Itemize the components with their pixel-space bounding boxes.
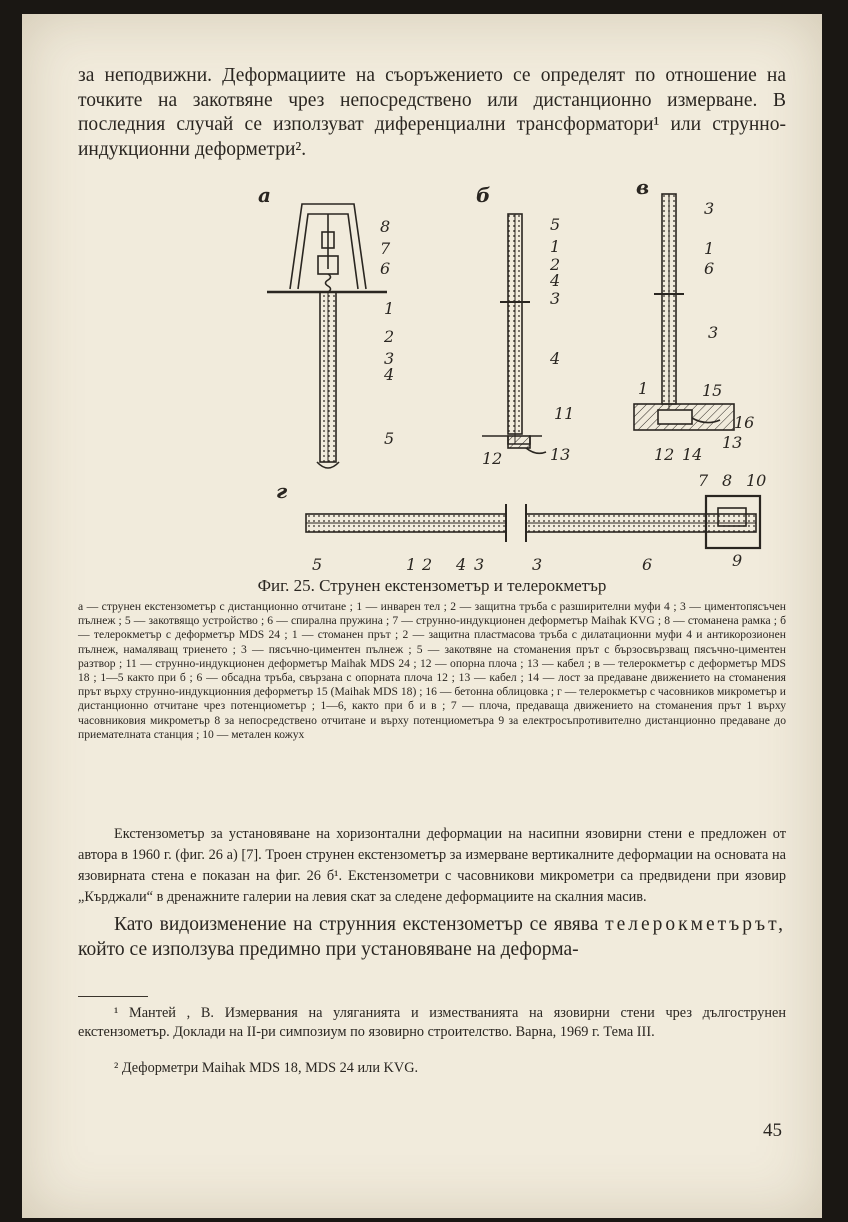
page-number: 45 [763,1120,782,1141]
callout-a-8: 8 [380,217,391,236]
callout-a-4: 4 [384,365,395,384]
callout-a-7: 7 [380,239,391,258]
callout-g-4: 4 [456,555,467,574]
footnote-2: ² Деформетри Maihak MDS 18, MDS 24 или KVG. [114,1060,419,1076]
callout-a-3: 3 [384,349,395,368]
callout-g-3b: 3 [532,555,543,574]
panel-label-a: а [258,183,271,207]
callout-g-10: 10 [746,471,767,490]
panel-a-drawing [267,204,387,468]
callout-v-1: 1 [704,239,715,258]
term-telerokmetar: телерокметърът, [605,914,786,935]
callout-a-5: 5 [384,429,395,448]
callout-g-3: 3 [474,555,485,574]
callout-v-16: 16 [734,413,755,432]
callout-v-12: 12 [654,445,675,464]
callout-b-1: 1 [550,237,561,256]
callout-g-7: 7 [698,471,709,490]
paragraph-bottom-end: който се използува предимно при установяване на деформа- [78,939,579,960]
callout-g-1: 1 [406,555,417,574]
paragraph-bottom [78,912,786,962]
callout-v-1b: 1 [638,379,649,398]
callout-v-3b: 3 [708,323,719,342]
figure-caption-body: а — струнен екстензометър с дистанционно отчитане ; 1 — инварен тел ; 2 — защитна тръба с разширителни муфи 4 ; 3 — циментопясъчен пълнеж ; 5 — закотвящо устройство ; 6 — спирална пружина ; 7 — струнно-индукционен деформетър Maihak KVG ; 8 — стоманена рамка ; б — телерокметър с деформетър MDS 24 ; 1 — стоманен прът ; 2 — защитна пластмасова тръба с дилатационни муфи 4 и антикорозионен пълнеж, намаляващ триенето ; 3 — пясъчно-циментен пълнеж ; 5 — закотвяне на стоманения прът с бързосвързващ пясъчно-циментен разтвор ; 11 — струнно-индукционен деформетър Maihak MDS 24 ; 12 — опорна плоча ; 13 — кабел ; в — телерокметър с деформетър MDS 18 ; 1—5 както при б ; 6 — обсадна тръба, свързана с опорната плоча 12 ; 13 — кабел ; 14 — лост за предаване движението на стоманения прът върху струнно-индукционния деформетър 15 (Maihak MDS 18) ; 16 — бетонна облицовка ; г — телерокметър с часовников микрометър и дистанционно отчитане чрез потенциометър ; 1—6, както при б и в ; 7 — плоча, предаваща движението на стоманения прът 1 върху часовниковия микрометър 8 за непосредствено отчитане и върху потенциометъра 9 за електросъпротивително дистанционно предаване до приемателната станция ; 10 — метален кожух [78,600,786,741]
panel-label-g: г [276,479,288,503]
panel-b-drawing [482,214,546,453]
panel-label-b: б [476,183,491,207]
panel-label-v: в [636,175,650,199]
callout-g-5: 5 [312,555,323,574]
footnote-1: ¹ Мантей , В. Измервания на уляганията и изместванията на язовирни стени чрез дългострунен екстензометър. Доклади на II-ри симпозиум по язовирно строителство. Варна, 1969 г. Тема III. [78,1005,786,1040]
paragraph-bottom-start: Като видоизменение на струнния екстензометър се явява [114,914,606,935]
callout-b-3: 3 [550,289,561,308]
callout-g-2: 2 [422,555,433,574]
footnote-divider [78,996,148,997]
callout-v-13: 13 [722,433,743,452]
figure-caption-title: Фиг. 25. Струнен екстензометър и телерокметър [257,576,607,595]
panel-g-drawing [306,496,760,548]
callout-b-4: 4 [550,271,561,290]
figure-25 [62,174,782,604]
figure-drawing [62,174,782,604]
callout-a-2: 2 [384,327,395,346]
callout-b-4b: 4 [550,349,561,368]
callout-b-13: 13 [550,445,571,464]
callout-v-15: 15 [702,381,723,400]
callout-a-1: 1 [384,299,395,318]
callout-g-6: 6 [642,555,653,574]
callout-a-6: 6 [380,259,391,278]
paragraph-top: за неподвижни. Деформациите на съоръжението се определят по отношение на точките на закотвяне чрез непосредствено или дистанционно измерване. В последния случай се използуват диференциални трансформатори¹ или струнно-индукционни деформетри². [78,65,786,160]
book-page [22,14,822,1218]
callout-v-6: 6 [704,259,715,278]
callout-v-14: 14 [682,445,703,464]
callout-b-11: 11 [554,404,575,423]
paragraph-small-print: Екстензометър за установяване на хоризонтални деформации на насипни язовирни стени е предложен от автора в 1960 г. (фиг. 26 а) [7]. Троен струнен екстензометър за измерване вертикалните деформации на основата на язовирната стена е показан на фиг. 26 б¹. Екстензометри с часовникови микрометри са предвидени при язовир „Кърджали“ в дренажните галерии на левия скат за следене деформациите на скалния масив. [78,826,786,905]
callout-v-3: 3 [704,199,715,218]
callout-g-9: 9 [732,551,743,570]
callout-g-8: 8 [722,471,733,490]
callout-b-5: 5 [550,215,561,234]
callout-b-12: 12 [482,449,503,468]
callout-b-2: 2 [550,255,561,274]
